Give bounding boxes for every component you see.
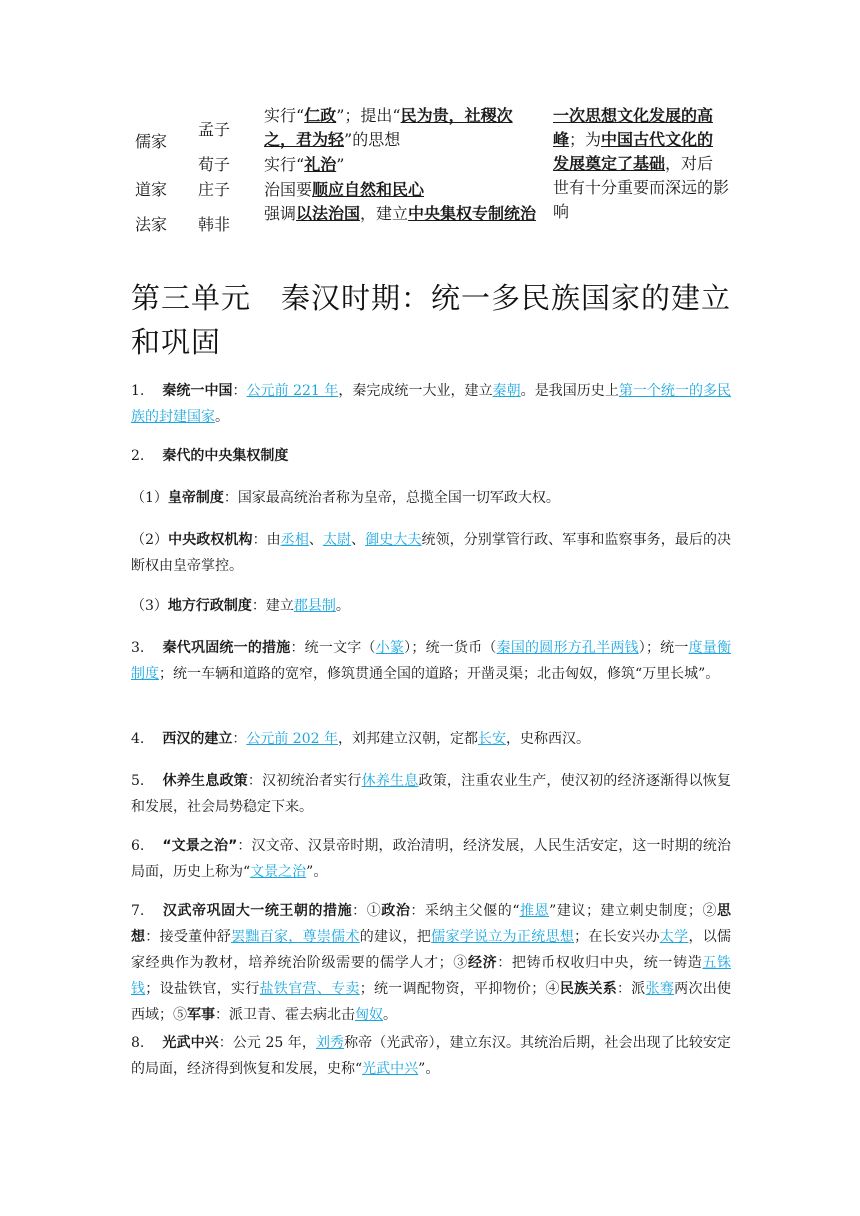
point-number: 1. [131, 383, 145, 399]
key-term: 郡县制 [293, 598, 336, 614]
text: 的建议，把 [359, 929, 432, 945]
point-number: 4. [131, 731, 145, 747]
text: ）；统一 [638, 640, 689, 656]
key-term: 度量衡制度 [131, 640, 732, 682]
key-term: 公元前 202 年 [246, 731, 338, 747]
table-school-daojia: 道家 [135, 180, 168, 199]
table-person-xunzi: 荀子 [198, 155, 231, 174]
point-2-1 [131, 485, 731, 511]
key-term: 一次思想文化发展的高峰 [553, 106, 714, 149]
point-label: “文景之治” [162, 838, 238, 854]
key-term: 五铢钱 [131, 955, 732, 997]
key-term: 丞相 [280, 532, 309, 548]
key-term: 文景之治 [250, 864, 307, 880]
key-term: 匈奴 [355, 1007, 383, 1023]
text: ：公元 25 年， [218, 1035, 316, 1051]
table-school-fajia: 法家 [135, 215, 168, 234]
point-number: 5. [131, 773, 145, 789]
text: 。是我国历史上 [520, 383, 619, 399]
point-7 [131, 898, 731, 1028]
point-number: 7. [131, 903, 145, 919]
key-term: 第一个统一的多民族的封建国家 [131, 383, 732, 425]
text: ” [336, 155, 345, 174]
text: ，秦完成统一大业，建立 [338, 383, 493, 399]
key-term: 民为贵，社稷次之，君为轻 [264, 106, 513, 149]
text: ，刘邦建立汉朝，定都 [337, 731, 478, 747]
text: 统领，分别掌管行政、军事和监察事务，最后的决断权由皇帝掌控。 [131, 532, 732, 574]
key-term: 刘秀 [315, 1035, 345, 1051]
text: 治国要 [264, 180, 313, 199]
point-label: 西汉的建立 [162, 731, 233, 747]
sub-number: （2） [131, 532, 169, 548]
sub-label: 思想 [131, 903, 732, 945]
table-cell-zhuangzi [264, 178, 424, 202]
text: ”的思想 [344, 130, 401, 149]
key-term: 推恩 [519, 903, 550, 919]
key-term: 中国古代文化的发展奠定了基础 [553, 130, 714, 173]
point-label: 汉武帝巩固大一统王朝的措施 [162, 903, 353, 919]
key-term: 太尉 [322, 532, 352, 548]
unit-heading: 第三单元 秦汉时期：统一多民族国家的建立和巩固 [131, 281, 732, 359]
table-person-hanfei: 韩非 [198, 215, 231, 234]
point-label: 中央政权机构 [168, 532, 253, 548]
point-label: 秦代巩固统一的措施 [162, 640, 291, 656]
key-term: 中央集权专制统治 [408, 204, 537, 223]
point-label: 皇帝制度 [167, 490, 224, 506]
text: 实行“ [264, 106, 305, 125]
text: ，建立 [360, 204, 409, 223]
key-term: 小篆 [375, 640, 405, 656]
text: ：派 [616, 981, 646, 997]
text: 、 [308, 532, 323, 548]
point-number: 3. [131, 640, 145, 656]
text: 政策，注重农业生产，使汉初的经济逐渐得以恢复和发展，社会局势稳定下来。 [131, 773, 732, 815]
key-term: 盐铁官营、专卖 [259, 981, 360, 997]
sub-label: 经济 [467, 955, 498, 971]
key-term: 儒家学说立为正统思想 [431, 929, 575, 945]
key-term: 顺应自然和民心 [312, 180, 425, 199]
text: ；统一调配物资，平抑物价；④ [359, 981, 560, 997]
text: ： [232, 731, 247, 747]
text: ；在长安兴办 [574, 929, 660, 945]
key-term: 秦国的圆形方孔半两钱 [496, 640, 639, 656]
text: ：把铸币权收归中央，统一铸造 [497, 955, 703, 971]
text: 两次出使西域；⑤ [131, 981, 732, 1023]
point-number: 2. [131, 448, 145, 464]
text: ：国家最高统治者称为皇帝，总揽全国一切军政大权。 [223, 490, 560, 506]
point-5 [131, 768, 731, 820]
point-8 [131, 1030, 731, 1082]
sub-label: 政治 [381, 903, 411, 919]
point-4 [131, 726, 731, 752]
point-1 [131, 378, 731, 430]
key-term: 休养生息 [361, 773, 419, 789]
point-label: 休养生息政策 [162, 773, 248, 789]
point-label: 秦统一中国 [162, 383, 233, 399]
point-number: 8. [131, 1035, 145, 1051]
key-term: 礼治 [304, 155, 337, 174]
text: ，史称西汉。 [505, 731, 590, 747]
text: ：接受董仲舒 [145, 929, 232, 945]
sub-label: 民族关系 [559, 981, 617, 997]
key-term: 罢黜百家，尊崇儒术 [231, 929, 360, 945]
point-2 [131, 443, 731, 469]
key-term: 秦朝 [492, 383, 521, 399]
key-term: 以法治国 [296, 204, 361, 223]
text: ，对后世有十分重要而深远的影响 [553, 154, 730, 221]
text: ”建议；建立刺史制度；② [549, 903, 718, 919]
key-term: 太学 [659, 929, 689, 945]
key-term: 长安 [477, 731, 506, 747]
text: 、 [351, 532, 366, 548]
text: ”；提出“ [336, 106, 401, 125]
table-cell-mengzi [264, 104, 542, 152]
text: ；为 [569, 130, 602, 149]
table-person-zhuangzi: 庄子 [198, 180, 231, 199]
sub-number: （1） [131, 490, 168, 506]
key-term: 张骞 [645, 981, 675, 997]
text: ：汉文帝、汉景帝时期，政治清明，经济发展，人民生活安定，这一时期的统治局面，历史上称为“ [131, 838, 731, 880]
text: ：统一文字（ [290, 640, 376, 656]
text: ）；统一货币（ [404, 640, 497, 656]
text: 。 [383, 1007, 397, 1023]
text: 。 [335, 598, 350, 614]
text: 称帝（光武帝），建立东汉。其统治后期，社会出现了比较安定的局面，经济得到恢复和发展，史称“ [131, 1035, 732, 1077]
text: ”。 [306, 864, 328, 880]
point-6 [131, 833, 731, 885]
table-cell-significance [553, 104, 729, 224]
key-term: 光武中兴 [362, 1061, 419, 1077]
point-2-3 [131, 593, 731, 619]
text: ：① [352, 903, 382, 919]
point-label: 光武中兴 [162, 1035, 219, 1051]
text: ：采纳主父偃的“ [410, 903, 520, 919]
text: ”。 [418, 1061, 440, 1077]
text: ：建立 [251, 598, 294, 614]
text: ：派卫青、霍去病北击 [215, 1007, 355, 1023]
key-term: 御史大夫 [365, 532, 422, 548]
point-label: 秦代的中央集权制度 [162, 448, 289, 464]
text: ：由 [252, 532, 281, 548]
text: 实行“ [264, 155, 305, 174]
text: 。 [215, 409, 229, 425]
table-cell-hanfei [264, 202, 542, 226]
sub-label: 军事 [187, 1007, 215, 1023]
text: ；统一车辆和道路的宽窄，修筑贯通全国的道路；开凿灵渠；北击匈奴，修筑“万里长城”。 [159, 666, 720, 682]
table-school-rujia: 儒家 [135, 132, 168, 151]
key-term: 仁政 [304, 106, 337, 125]
table-person-mengzi: 孟子 [198, 120, 231, 139]
point-label: 地方行政制度 [167, 598, 252, 614]
point-number: 6. [131, 838, 145, 854]
key-term: 公元前 221 年 [246, 383, 339, 399]
text: ： [232, 383, 247, 399]
text: 强调 [264, 204, 297, 223]
table-cell-xunzi [264, 153, 344, 177]
point-2-2 [131, 527, 731, 579]
text: ：汉初统治者实行 [247, 773, 362, 789]
text: ；设盐铁官，实行 [145, 981, 260, 997]
sub-number: （3） [131, 598, 168, 614]
text: ，以儒家经典作为教材，培养统治阶级需要的儒学人才；③ [131, 929, 732, 971]
point-3 [131, 635, 731, 687]
